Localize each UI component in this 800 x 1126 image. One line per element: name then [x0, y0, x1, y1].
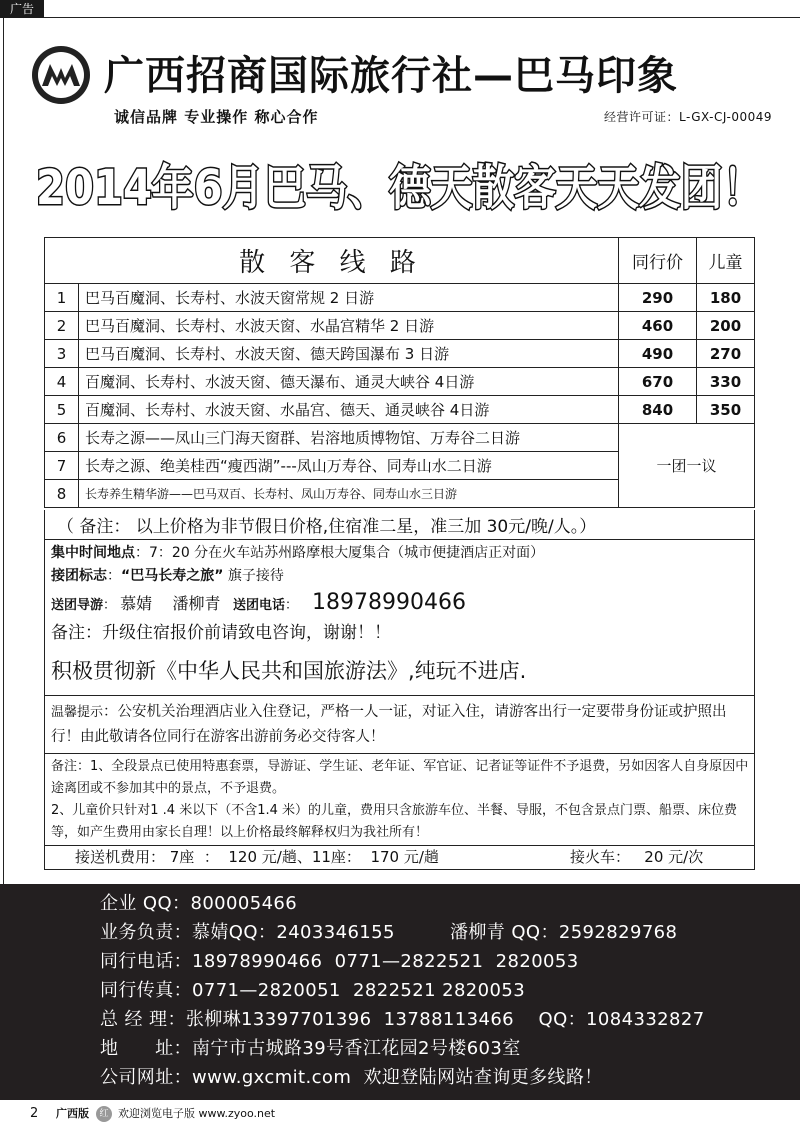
route-name: 百魔洞、长寿村、水波天窗、水晶宫、德天、通灵峡谷 4日游 [79, 396, 619, 424]
fax-numbers: 0771—2820051 2822521 2820053 [192, 980, 526, 1001]
note-1: 备注：1、全段景点已使用特惠套票，导游证、学生证、老年证、军官证、记者证等证件不予退费，另如因客人自身原因中途离团或不参加其中的景点，不予退费。 [51, 759, 749, 796]
phone-label: 送团电话 [232, 598, 285, 613]
sign-line [51, 564, 754, 588]
edition-badge-icon: 红 [96, 1106, 112, 1122]
route-name: 长寿养生精华游——巴马双百、长寿村、凤山万寿谷、同寿山水三日游 [79, 480, 619, 508]
fax-label: 同行传真： [100, 980, 192, 1001]
page-footer [0, 1102, 800, 1126]
gm-label: 总 经 理： [100, 1009, 186, 1030]
route-price: 460 [619, 312, 697, 340]
route-name: 巴马百魔洞、长寿村、水波天窗常规 2 日游 [79, 284, 619, 312]
row-number: 6 [45, 424, 79, 452]
sign-label: 接团标志 [51, 568, 107, 584]
table-row [45, 312, 755, 340]
table-header [45, 238, 755, 284]
table-row [45, 284, 755, 312]
child-price: 350 [697, 396, 755, 424]
qq-label: 企业 QQ： [100, 893, 191, 914]
notes [44, 754, 755, 846]
tips-text: ：公安机关治理酒店业入住登记，严格一人一证，对证入住，请游客出行一定要带身份证或护照出行！由此敬请各位同行在游客出游前务必交待客人！ [51, 704, 727, 745]
tel-line [100, 948, 579, 976]
row-number: 4 [45, 368, 79, 396]
biz-contact-2: 潘柳青 QQ：2592829768 [450, 922, 678, 943]
guide-phone: 18978990466 [311, 590, 466, 615]
transfer-fees [44, 846, 755, 870]
child-price: 270 [697, 340, 755, 368]
travel-law-statement: 积极贯彻新《中华人民共和国旅游法》,纯玩不进店. [51, 659, 527, 683]
gm-line [100, 1006, 705, 1034]
sign-tail: 旗子接待 [227, 568, 284, 584]
route-price: 840 [619, 396, 697, 424]
route-name: 巴马百魔洞、长寿村、水波天窗、水晶宫精华 2 日游 [79, 312, 619, 340]
col-route: 散 客 线 路 [45, 238, 619, 284]
meeting-info [44, 540, 755, 696]
qq-line [100, 890, 297, 918]
child-price: 330 [697, 368, 755, 396]
contact-footer [0, 884, 800, 1100]
table-row [45, 424, 755, 452]
biz-line [100, 919, 678, 947]
route-price: 670 [619, 368, 697, 396]
company-qq: 800005466 [190, 893, 298, 914]
table-row [45, 340, 755, 368]
headline [30, 150, 770, 220]
address-line [100, 1035, 521, 1063]
child-price: 180 [697, 284, 755, 312]
biz-label: 业务负责： [100, 922, 192, 943]
meeting-time-value: ：7：20 分在火车站苏州路摩根大厦集合（城市便捷酒店正对面） [135, 545, 545, 561]
company-name: 广西招商国际旅行社—巴马印象 [104, 53, 678, 99]
note-2: 2、儿童价只针对1 .4 米以下（不含1.4 米）的儿童，费用只含旅游车位、半餐、导服，不包含景点门票、船票、床位费等，如产生费用由家长自理！以上价格最终解释权归为我社所有！ [51, 803, 738, 840]
row-number: 3 [45, 340, 79, 368]
phone-colon: ： [284, 598, 298, 613]
route-name: 长寿之源、绝美桂西“瘦西湖”---凤山万寿谷、同寿山水二日游 [79, 452, 619, 480]
train-transfer-fee: 接火车： 20 元/次 [570, 848, 704, 866]
route-price: 290 [619, 284, 697, 312]
page-number: 2 [30, 1106, 39, 1121]
airport-transfer-fee: 接送机费用： 7座 ： 120 元/趟、11座： 170 元/趟 [75, 848, 439, 866]
table-row [45, 368, 755, 396]
route-table [44, 237, 755, 508]
web-label: 公司网址： [100, 1067, 192, 1088]
price-remark: （ 备注： 以上价格为非节假日价格,住宿准二星，准三加 30元/晚/人。） [44, 510, 755, 540]
row-number: 2 [45, 312, 79, 340]
headline-text: 2014年6月巴马、德天散客天天发团！ [36, 160, 764, 216]
row-number: 1 [45, 284, 79, 312]
guide-names: 慕婧 潘柳青 [120, 594, 221, 613]
web-line [100, 1064, 603, 1092]
route-name: 百魔洞、长寿村、水波天窗、德天瀑布、通灵大峡谷 4日游 [79, 368, 619, 396]
warm-tips [44, 696, 755, 754]
website[interactable]: www.gxcmit.com 欢迎登陆网站查询更多线路！ [192, 1067, 603, 1088]
biz-contact-1: 慕婧QQ：2403346155 [192, 922, 395, 943]
e-edition-link[interactable]: 欢迎浏览电子版 www.zyoo.net [118, 1107, 276, 1120]
ad-label: 广告 [0, 0, 44, 18]
address: 南宁市古城路39号香江花园2号楼603室 [191, 1038, 521, 1059]
header [24, 40, 784, 130]
tel-label: 同行电话： [100, 951, 192, 972]
meeting-time-label: 集中时间地点 [51, 545, 135, 561]
company-logo-icon [30, 44, 92, 106]
route-name: 长寿之源——凤山三门海天窗群、岩溶地质博物馆、万寿谷二日游 [79, 424, 619, 452]
license-number: 经营许可证：L-GX-CJ-00049 [604, 110, 772, 124]
tel-numbers: 18978990466 0771—2822521 2820053 [192, 951, 579, 972]
side-rule [0, 18, 4, 884]
sign-colon: ： [107, 568, 121, 584]
table-row [45, 396, 755, 424]
guide-line [51, 588, 754, 618]
upgrade-note: 备注：升级住宿报价前请致电咨询，谢谢！！ [51, 623, 391, 643]
fax-line [100, 977, 525, 1005]
guide-label: 送团导游 [51, 598, 104, 613]
row-number: 8 [45, 480, 79, 508]
col-child: 儿童 [697, 238, 755, 284]
row-number: 5 [45, 396, 79, 424]
gm-contact: 张柳琳13397701396 13788113466 QQ：1084332827 [185, 1009, 705, 1030]
tips-label: 温馨提示 [51, 705, 104, 720]
route-price: 490 [619, 340, 697, 368]
route-name: 巴马百魔洞、长寿村、水波天窗、德天跨国瀑布 3 日游 [79, 340, 619, 368]
top-rule [44, 0, 800, 18]
slogan: 诚信品牌 专业操作 称心合作 [114, 108, 319, 126]
col-price: 同行价 [619, 238, 697, 284]
meeting-time-line [51, 542, 754, 564]
guide-colon: ： [103, 598, 117, 613]
child-price: 200 [697, 312, 755, 340]
row-number: 7 [45, 452, 79, 480]
edition-label: 广西版 [56, 1107, 89, 1120]
address-label: 地 址： [100, 1038, 192, 1059]
negotiable-price: 一团一议 [619, 424, 755, 508]
sign-name: “巴马长寿之旅” [121, 568, 224, 584]
